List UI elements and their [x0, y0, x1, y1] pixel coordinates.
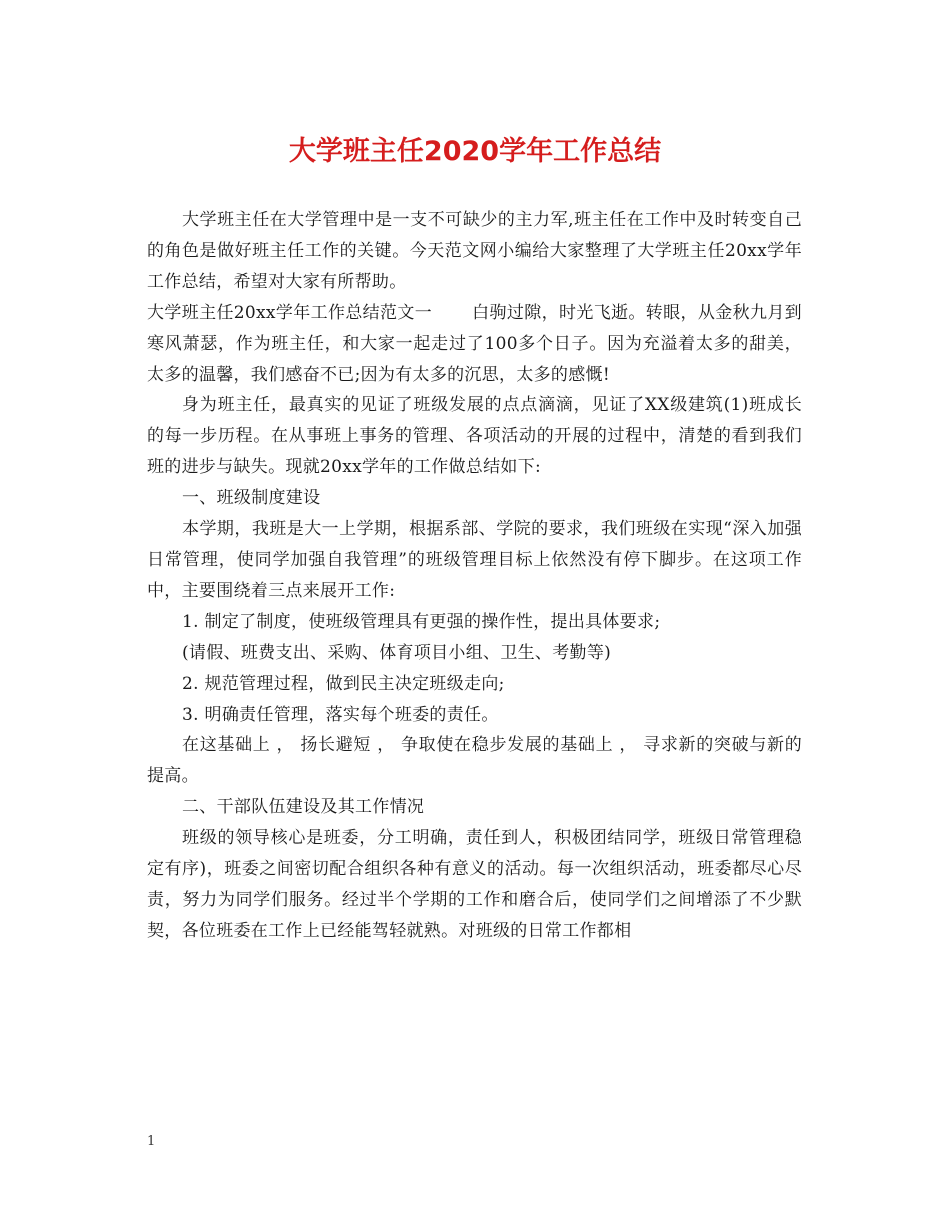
document-title: 大学班主任2020学年工作总结: [288, 136, 662, 167]
sample-intro-text: 白驹过隙，时光飞逝。转眼，从金秋九月到寒风萧瑟，作为班主任，和大家一起走过了100多个日子。因为充溢着太多的甜美，太多的温馨，我们感奋不已;因为有太多的沉思，太多的感慨!: [147, 302, 802, 385]
paragraph-class-committee: 班级的领导核心是班委，分工明确，责任到人，积极团结同学，班级日常管理稳定有序)，班委之间密切配合组织各种有意义的活动。每一次组织活动，班委都尽心尽责，努力为同学们服务。经过半个学期的工作和磨合后，使同学们之间增添了不少默契，各位班委在工作上已经能驾轻就熟。对班级的日常工作都相: [147, 828, 802, 941]
paragraph-semester: 本学期，我班是大一上学期，根据系部、学院的要求，我们班级在实现“深入加强日常管理，使同学加强自我管理”的班级管理目标上依然没有停下脚步。在这项工作中，主要围绕着三点来展开工作:: [147, 519, 802, 601]
list-item-2: 2. 规范管理过程，做到民主决定班级走向;: [182, 673, 505, 694]
page-number: 1: [147, 1134, 156, 1149]
document-body: [147, 205, 802, 947]
paragraph-witness: 身为班主任，最真实的见证了班级发展的点点滴滴，见证了XX级建筑(1)班成长的每一步历程。在从事班上事务的管理、各项活动的开展的过程中，清楚的看到我们班的进步与缺失。现就20xx学年的工作做总结如下:: [147, 395, 802, 478]
list-item-1: 1. 制定了制度，使班级管理具有更强的操作性，提出具体要求;: [182, 611, 661, 632]
list-item-3: 3. 明确责任管理，落实每个班委的责任。: [182, 704, 499, 725]
heading-class-system: 一、班级制度建设: [182, 488, 321, 509]
list-item-1-note: (请假、班费支出、采购、体育项目小组、卫生、考勤等): [182, 642, 612, 663]
paragraph-foundation: 在这基础上 ， 扬长避短 ， 争取使在稳步发展的基础上 ， 寻求新的突破与新的提高。: [147, 735, 802, 787]
paragraph-section-heading: [147, 298, 802, 391]
sample-heading: 大学班主任20xx学年工作总结范文一: [147, 302, 433, 323]
paragraph-intro: 大学班主任在大学管理中是一支不可缺少的主力军,班主任在工作中及时转变自己的角色是做好班主任工作的关键。今天范文网小编给大家整理了大学班主任20xx学年工作总结，希望对大家有所帮助。: [147, 210, 802, 292]
heading-cadre-team: 二、干部队伍建设及其工作情况: [182, 797, 425, 818]
